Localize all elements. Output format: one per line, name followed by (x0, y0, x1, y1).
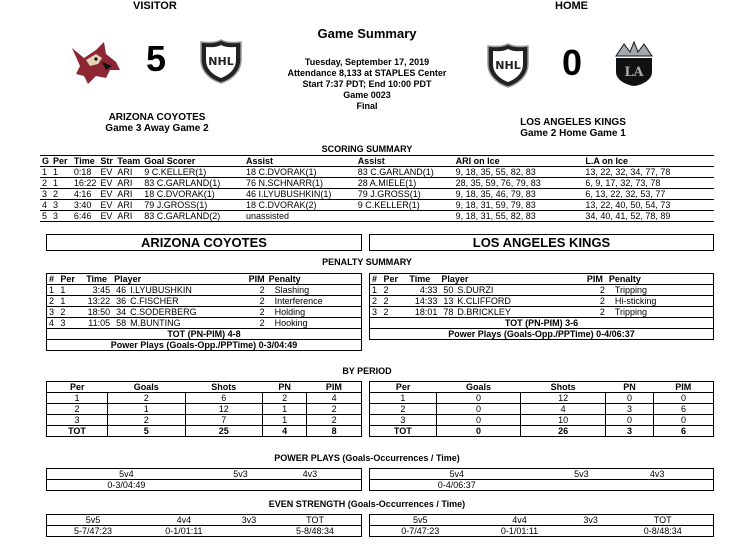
power-play-summary: Power Plays (Goals-Opp./PPTime) 0-3/04:49 (47, 340, 362, 351)
penalty-cell: 3 (370, 307, 382, 318)
penalty-header: Penalty (607, 274, 714, 285)
nhl-logo-icon (486, 42, 530, 88)
penalty-cell: 2 (585, 307, 607, 318)
scoring-cell: 83 C.GARLAND(1) (142, 178, 244, 189)
period-cell: 3 (605, 404, 653, 415)
by-period-title: BY PERIOD (342, 366, 392, 376)
penalty-cell: 13:22 (84, 296, 112, 307)
period-total-cell: 5 (108, 426, 186, 437)
scoring-cell: 5 (40, 211, 51, 222)
scoring-cell: 9, 18, 31, 55, 82, 83 (454, 211, 584, 222)
scoring-cell: 6, 13, 22, 32, 53, 77 (583, 189, 714, 200)
penalty-cell: 58 (112, 318, 128, 329)
even_strength-header: 4v4 (139, 515, 229, 526)
scoring-cell: 13, 22, 32, 34, 77, 78 (583, 167, 714, 178)
visitor-team (64, 112, 250, 134)
penalty-cell: 2 (47, 296, 59, 307)
scoring-cell: 28 A.MIELE(1) (356, 178, 454, 189)
table-row (40, 167, 714, 178)
table-row (370, 526, 714, 537)
table-row (47, 526, 362, 537)
even_strength-header: 5v5 (47, 515, 139, 526)
nhl-logo-text: NHL (208, 55, 234, 68)
period-header: Goals (436, 382, 521, 393)
period-cell: 2 (307, 415, 362, 426)
period-total-cell: 3 (605, 426, 653, 437)
table-row (47, 296, 362, 307)
visitor-team-name: ARIZONA COYOTES (108, 112, 206, 123)
visitor-penalty-table (46, 273, 362, 351)
period-cell: 4 (521, 404, 606, 415)
period-cell: 1 (370, 393, 437, 404)
power_plays-cell (275, 480, 344, 491)
even_strength-cell (569, 526, 613, 537)
period-cell: 12 (521, 393, 606, 404)
period-cell: 3 (47, 415, 108, 426)
scoring-cell: 9, 18, 31, 59, 79, 83 (454, 200, 584, 211)
even_strength-cell: 0-1/01:11 (500, 526, 539, 536)
visitor-even-strength-table (46, 514, 362, 537)
even_strength-cell: 0-1/01:11 (165, 526, 203, 536)
scoring-cell: 9 C.KELLER(1) (356, 200, 454, 211)
power_plays-header: 4v3 (275, 469, 344, 480)
penalty-cell: 18:01 (407, 307, 439, 318)
period-header: Per (47, 382, 108, 393)
period-header: Per (370, 382, 437, 393)
penalty-header: Per (381, 274, 407, 285)
penalty-cell: 34 (112, 307, 128, 318)
scoring-cell: 4 (40, 200, 51, 211)
period-cell: 0 (605, 415, 653, 426)
penalty-cell: 2 (585, 285, 607, 296)
table-row (40, 189, 714, 200)
penalty-cell: 11:05 (84, 318, 112, 329)
scoring-cell: 2 (51, 189, 72, 200)
scoring-header: Time (72, 156, 99, 167)
scoring-cell: 18 C.DVORAK(1) (244, 167, 356, 178)
home-team-name: LOS ANGELES KINGS (520, 117, 626, 128)
scoring-header: G (42, 156, 50, 166)
penalty-cell: 2 (247, 307, 267, 318)
period-header: PN (605, 382, 653, 393)
scoring-cell: 4:16 (72, 189, 99, 200)
period-cell: 3 (370, 415, 437, 426)
period-header: Shots (521, 382, 606, 393)
power_plays-header: 4v3 (619, 469, 695, 480)
even_strength-cell: 5-7/47:23 (73, 526, 112, 536)
penalty-cell: 2 (381, 296, 407, 307)
scoring-cell: 28, 35, 59, 76, 79, 83 (454, 178, 584, 189)
penalty-total-row (47, 329, 362, 340)
scoring-header: Per (51, 156, 72, 167)
power_plays-cell: 0-4/06:37 (437, 480, 476, 490)
home-by-period-table (369, 381, 714, 437)
power_plays-spacer (695, 480, 713, 491)
period-total-cell: TOT (47, 426, 108, 437)
penalty-cell: Slashing (267, 285, 362, 296)
table-row (40, 211, 714, 222)
home-game-number: Game 2 Home Game 1 (520, 128, 626, 139)
power_plays-cell (544, 480, 620, 491)
penalty-cell: 1 (58, 296, 84, 307)
power_plays-spacer (695, 469, 713, 480)
period-cell: 1 (47, 393, 108, 404)
period-cell: 2 (370, 404, 437, 415)
penalty-cell: Hooking (267, 318, 362, 329)
game-attendance: Attendance 8,133 at STAPLES Center (287, 68, 447, 78)
penalty-header: PIM (585, 274, 607, 285)
period-total-cell: TOT (370, 426, 437, 437)
penalty-cell: Hi-sticking (607, 296, 714, 307)
power-play-summary-row (47, 340, 362, 351)
home-penalty-table (369, 273, 714, 340)
table-row (40, 200, 714, 211)
scoring-cell: 18 C.DVORAK(2) (244, 200, 356, 211)
scoring-cell: 79 J.GROSS(1) (356, 189, 454, 200)
home-even-strength-table (369, 514, 714, 537)
table-row (47, 318, 362, 329)
scoring-cell: ARI (115, 167, 142, 178)
power-play-summary: Power Plays (Goals-Opp./PPTime) 0-4/06:37 (370, 329, 714, 340)
table-row (370, 307, 714, 318)
scoring-cell: 6:46 (72, 211, 99, 222)
penalty-header: PIM (248, 274, 265, 284)
even-strength-title: EVEN STRENGTH (Goals-Occurrences / Time) (268, 499, 466, 509)
period-cell: 10 (521, 415, 606, 426)
scoring-cell (356, 211, 454, 222)
scoring-cell: ARI (115, 200, 142, 211)
scoring-cell: 18 C.DVORAK(1) (142, 189, 244, 200)
penalty-cell: M.BUNTING (128, 318, 247, 329)
period-header: Shots (185, 382, 263, 393)
even_strength-header: 4v4 (470, 515, 568, 526)
scoring-cell: 13, 22, 40, 50, 54, 73 (583, 200, 714, 211)
penalty-cell: 1 (370, 285, 382, 296)
period-cell: 2 (307, 404, 362, 415)
scoring-header: L.A on Ice (583, 156, 714, 167)
table-row (47, 393, 362, 404)
scoring-cell: 2 (40, 178, 51, 189)
table-row (370, 393, 714, 404)
period-cell: 0 (605, 393, 653, 404)
scoring-cell: EV (98, 167, 115, 178)
penalty-cell: 3:45 (84, 285, 112, 296)
kings-logo-text: LA (624, 65, 644, 80)
scoring-cell: EV (98, 200, 115, 211)
penalty-cell: 18:50 (84, 307, 112, 318)
scoring-header: Assist (244, 156, 356, 167)
period-cell: 12 (185, 404, 263, 415)
nhl-logo-icon (199, 38, 243, 84)
period-cell: 1 (263, 415, 307, 426)
table-row (47, 415, 362, 426)
penalty-cell: 2 (247, 296, 267, 307)
power_plays-header: 5v3 (206, 469, 275, 480)
period-cell: 2 (263, 393, 307, 404)
scoring-cell: 83 C.GARLAND(2) (142, 211, 244, 222)
penalty-cell: Interference (267, 296, 362, 307)
period-cell: 0 (654, 393, 714, 404)
scoring-cell: ARI (115, 211, 142, 222)
home-team-box: LOS ANGELES KINGS (369, 234, 714, 251)
penalty-cell: 4:33 (407, 285, 439, 296)
penalty-cell: 3 (58, 318, 84, 329)
penalty-cell: 4 (47, 318, 59, 329)
penalty-cell: 14:33 (407, 296, 439, 307)
scoring-summary-table (40, 155, 714, 222)
penalty-total: TOT (PN-PIM) 4-8 (47, 329, 362, 340)
period-cell: 0 (436, 404, 521, 415)
period-total-cell: 6 (654, 426, 714, 437)
penalty-cell: 2 (381, 307, 407, 318)
penalty-header: # (47, 274, 59, 285)
scoring-cell: 9 C.KELLER(1) (142, 167, 244, 178)
scoring-cell: ARI (115, 189, 142, 200)
power_plays-cell (619, 480, 695, 491)
table-row (370, 404, 714, 415)
penalty-total-row (370, 318, 714, 329)
penalty-cell: 2 (585, 296, 607, 307)
period-cell: 1 (108, 404, 186, 415)
penalty-cell: I.LYUBUSHKIN (128, 285, 247, 296)
period-cell: 0 (436, 415, 521, 426)
penalty-header: Time (84, 274, 112, 285)
penalty-cell: D.BRICKLEY (455, 307, 585, 318)
even_strength-header: TOT (269, 515, 361, 526)
scoring-cell: 0:18 (72, 167, 99, 178)
penalty-cell: 46 (112, 285, 128, 296)
penalty-header: Time (407, 274, 439, 285)
table-row (47, 480, 362, 491)
power_plays-header: 5v4 (47, 469, 206, 480)
home-team (480, 117, 666, 139)
scoring-header: ARI on Ice (454, 156, 584, 167)
penalty-cell: 13 (439, 296, 455, 307)
table-row (370, 480, 714, 491)
period-cell: 6 (185, 393, 263, 404)
scoring-summary-title: SCORING SUMMARY (321, 144, 413, 154)
game-status: Final (356, 101, 378, 111)
table-row (370, 415, 714, 426)
penalty-header: # (370, 274, 382, 285)
period-total-row (370, 426, 714, 437)
period-header: PN (263, 382, 307, 393)
scoring-cell: 9, 18, 35, 46, 79, 83 (454, 189, 584, 200)
game-date: Tuesday, September 17, 2019 (304, 57, 430, 67)
even_strength-header: 3v3 (229, 515, 269, 526)
scoring-cell: 16:22 (73, 178, 97, 188)
even_strength-header: 3v3 (569, 515, 613, 526)
power_plays-spacer (345, 480, 362, 491)
coyotes-logo (66, 40, 122, 88)
penalty-cell: 50 (439, 285, 455, 296)
home-score: 0 (562, 42, 583, 83)
penalty-cell: 2 (247, 318, 267, 329)
scoring-cell: ARI (115, 178, 142, 189)
penalty-summary-title: PENALTY SUMMARY (322, 257, 412, 267)
nhl-logo-text: NHL (495, 59, 521, 72)
penalty-header: Player (439, 274, 584, 285)
power_plays-cell (206, 480, 275, 491)
scoring-cell: 3:40 (72, 200, 99, 211)
scoring-cell: 1 (51, 178, 72, 189)
scoring-cell: EV (98, 189, 115, 200)
scoring-cell: 3 (40, 189, 51, 200)
penalty-cell: Tripping (607, 285, 714, 296)
even_strength-cell: 0-7/47:23 (401, 526, 440, 536)
power_plays-header: 5v4 (370, 469, 544, 480)
period-cell: 0 (436, 393, 521, 404)
period-cell: 2 (47, 404, 108, 415)
period-header: Goals (108, 382, 186, 393)
scoring-header: Assist (356, 156, 454, 167)
game-times: Start 7:37 PDT; End 10:00 PDT (302, 79, 432, 89)
scoring-cell: EV (98, 211, 115, 222)
period-header: PIM (307, 382, 362, 393)
penalty-cell: 1 (47, 285, 59, 296)
period-total-cell: 26 (521, 426, 606, 437)
power_plays-spacer (345, 469, 362, 480)
scoring-cell: 1 (40, 167, 51, 178)
penalty-cell: 3 (47, 307, 59, 318)
penalty-header: Penalty (267, 274, 362, 285)
visitor-score: 5 (146, 38, 167, 79)
period-cell: 6 (654, 404, 714, 415)
scoring-header: Str (98, 156, 115, 167)
penalty-header: Per (58, 274, 84, 285)
visitor-by-period-table (46, 381, 362, 437)
power-play-summary-row (370, 329, 714, 340)
scoring-cell: 79 J.GROSS(1) (142, 200, 244, 211)
power_plays-header: 5v3 (544, 469, 620, 480)
game-number: Game 0023 (343, 90, 391, 100)
scoring-cell: 9, 18, 35, 55, 82, 83 (454, 167, 584, 178)
penalty-cell: 2 (247, 285, 267, 296)
visitor-label: VISITOR (133, 0, 177, 12)
period-cell: 4 (307, 393, 362, 404)
table-row (40, 178, 714, 189)
scoring-cell: 1 (51, 167, 72, 178)
table-row (370, 296, 714, 307)
period-total-cell: 8 (307, 426, 362, 437)
even_strength-header: TOT (613, 515, 714, 526)
scoring-cell: 3 (51, 200, 72, 211)
period-cell: 2 (108, 415, 186, 426)
period-total-cell: 0 (436, 426, 521, 437)
penalty-cell: 2 (58, 307, 84, 318)
scoring-cell: 3 (51, 211, 72, 222)
scoring-cell: 83 C.GARLAND(1) (356, 167, 454, 178)
scoring-cell: EV (98, 178, 115, 189)
penalty-cell: 2 (370, 296, 382, 307)
table-row (47, 285, 362, 296)
penalty-cell: C.FISCHER (128, 296, 247, 307)
even_strength-cell: 0-8/48:34 (643, 526, 682, 536)
scoring-cell: 6, 9, 17, 32, 73, 78 (583, 178, 714, 189)
scoring-header: Goal Scorer (142, 156, 244, 167)
power-plays-title: POWER PLAYS (Goals-Occurrences / Time) (274, 453, 460, 463)
page-title: Game Summary (317, 26, 417, 41)
visitor-game-number: Game 3 Away Game 2 (105, 123, 209, 134)
home-label: HOME (555, 0, 588, 12)
period-total-row (47, 426, 362, 437)
visitor-power-plays-table (46, 468, 362, 491)
even_strength-header: 5v5 (370, 515, 471, 526)
period-cell: 1 (263, 404, 307, 415)
penalty-cell: Tripping (607, 307, 714, 318)
penalty-total: TOT (PN-PIM) 3-6 (370, 318, 714, 329)
even_strength-cell (229, 526, 269, 537)
period-cell: 2 (108, 393, 186, 404)
scoring-cell: 34, 40, 41, 52, 78, 89 (583, 211, 714, 222)
penalty-header: Player (112, 274, 246, 285)
table-row (47, 404, 362, 415)
home-power-plays-table (369, 468, 714, 491)
period-cell: 0 (654, 415, 714, 426)
scoring-cell: unassisted (244, 211, 356, 222)
even_strength-cell: 5-8/48:34 (296, 526, 335, 536)
kings-logo (612, 40, 656, 88)
penalty-cell: K.CLIFFORD (455, 296, 585, 307)
penalty-cell: Holding (267, 307, 362, 318)
penalty-cell: C.SODERBERG (128, 307, 247, 318)
penalty-cell: 78 (439, 307, 455, 318)
period-total-cell: 4 (263, 426, 307, 437)
penalty-cell: 2 (381, 285, 407, 296)
period-header: PIM (654, 382, 714, 393)
scoring-cell: 46 I.LYUBUSHKIN(1) (244, 189, 356, 200)
table-row (47, 307, 362, 318)
visitor-team-box: ARIZONA COYOTES (46, 234, 362, 251)
scoring-cell: 76 N.SCHNARR(1) (244, 178, 356, 189)
power_plays-cell: 0-3/04:49 (107, 480, 146, 490)
period-cell: 7 (185, 415, 263, 426)
penalty-cell: 36 (112, 296, 128, 307)
period-total-cell: 25 (185, 426, 263, 437)
table-row (370, 285, 714, 296)
scoring-header: Team (117, 156, 141, 166)
penalty-cell: 1 (58, 285, 84, 296)
penalty-cell: S.DURZI (455, 285, 585, 296)
